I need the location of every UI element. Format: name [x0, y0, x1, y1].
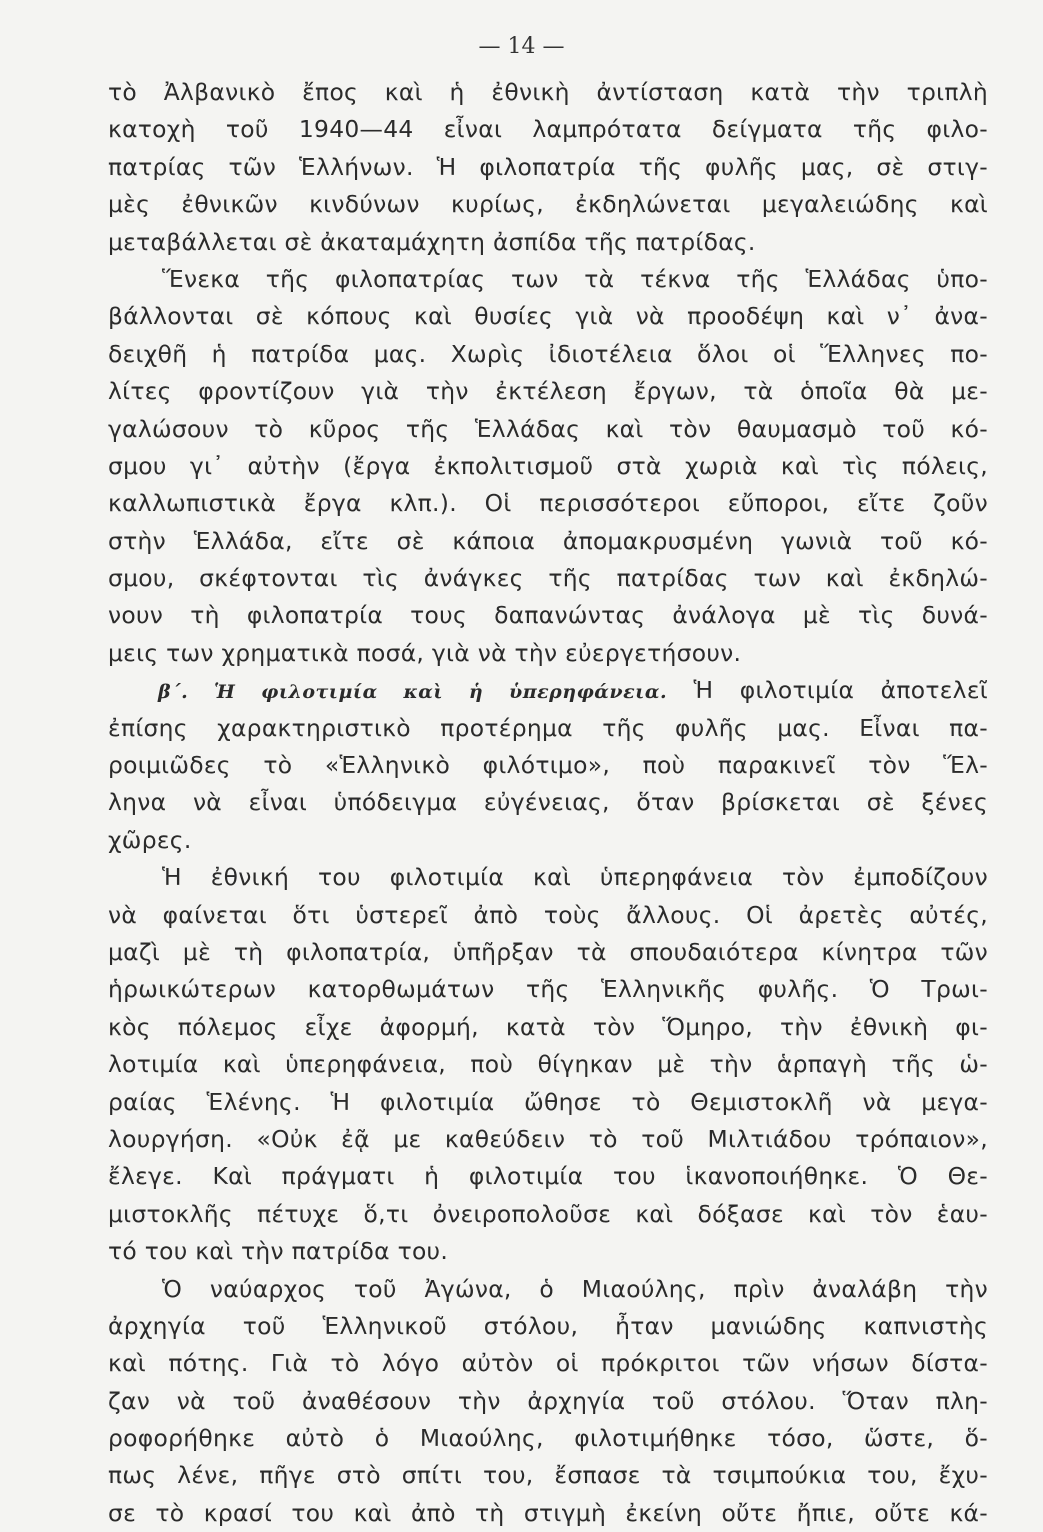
text-line: κὸς πόλεμος εἶχε ἀφορμή, κατὰ τὸν Ὅμηρο, τὴν ἐθνικὴ φι- [108, 1012, 988, 1041]
text-line: σμου γι᾽ αὐτὴν (ἔργα ἐκπολιτισμοῦ στὰ χωριὰ καὶ τὶς πόλεις, [108, 451, 988, 480]
text-line: ἔλεγε. Καὶ πράγματι ἡ φιλοτιμία του ἱκανοποιήθηκε. Ὁ Θε- [108, 1162, 988, 1191]
text-line: καὶ πότης. Γιὰ τὸ λόγο αὐτὸν οἱ πρόκριτοι τῶν νήσων δίστα- [108, 1349, 988, 1378]
text-line: ραίας Ἑλένης. Ἡ φιλοτιμία ὤθησε τὸ Θεμιστοκλῆ νὰ μεγα- [108, 1087, 988, 1116]
text-line: πως λένε, πῆγε στὸ σπίτι του, ἔσπασε τὰ τσιμπούκια του, ἔχυ- [108, 1461, 988, 1490]
text-line: γαλώσουν τὸ κῦρος τῆς Ἑλλάδας καὶ τὸν θαυμασμὸ τοῦ κό- [108, 414, 988, 443]
text-line: μιστοκλῆς πέτυχε ὅ,τι ὀνειροπολοῦσε καὶ δόξασε καὶ τὸν ἑαυ- [108, 1199, 988, 1228]
text-line: ἐπίσης χαρακτηριστικὸ προτέρημα τῆς φυλῆς μας. Εἶναι πα- [108, 713, 988, 742]
text-line: μὲς ἐθνικῶν κινδύνων κυρίως, ἐκδηλώνεται μεγαλειώδης καὶ [108, 190, 988, 219]
text-line: Ἕνεκα τῆς φιλοπατρίας των τὰ τέκνα τῆς Ἑλλάδας ὑπο- [162, 264, 988, 293]
text-line: ἀρχηγία τοῦ Ἑλληνικοῦ στόλου, ἦταν μανιώδης καπνιστὴς [108, 1311, 988, 1340]
text-line: καλλωπιστικὰ ἔργα κλπ.). Οἱ περισσότεροι εὔποροι, εἴτε ζοῦν [108, 489, 988, 518]
text-line: νουν τὴ φιλοπατρία τους δαπανώντας ἀνάλογα μὲ τὶς δυνά- [108, 601, 988, 630]
page-number: — 14 — [478, 34, 565, 59]
text-line: Ὁ ναύαρχος τοῦ Ἀγώνα, ὁ Μιαούλης, πρὶν ἀναλάβη τὴν [162, 1274, 988, 1303]
text-line: δειχθῆ ἡ πατρίδα μας. Χωρὶς ἰδιοτέλεια ὅλοι οἱ Ἕλληνες πο- [108, 339, 988, 368]
text-line: νὰ φαίνεται ὅτι ὑστερεῖ ἀπὸ τοὺς ἄλλους. Οἱ ἀρετὲς αὐτές, [108, 900, 988, 929]
text-line: μαζὶ μὲ τὴ φιλοπατρία, ὑπῆρξαν τὰ σπουδαιότερα κίνητρα τῶν [108, 937, 988, 966]
text-line: Ἡ ἐθνική του φιλοτιμία καὶ ὑπερηφάνεια τὸν ἐμποδίζουν [162, 863, 988, 892]
section-heading: β΄. Ἡ φιλοτιμία καὶ ἡ ὑπερηφάνεια. [158, 681, 668, 704]
section-heading-rest: Ἡ φιλοτιμία ἀποτελεῖ [693, 676, 988, 705]
text-line: τό του καὶ τὴν πατρίδα του. [108, 1237, 449, 1266]
text-body [108, 74, 988, 1532]
text-line: σμου, σκέφτονται τὶς ἀνάγκες τῆς πατρίδας των καὶ ἐκδηλώ- [108, 564, 988, 593]
text-line: ζαν νὰ τοῦ ἀναθέσουν τὴν ἀρχηγία τοῦ στόλου. Ὅταν πλη- [108, 1386, 988, 1415]
section-heading-line [108, 672, 988, 709]
text-line: ροιμιῶδες τὸ «Ἑλληνικὸ φιλότιμο», ποὺ παρακινεῖ τὸν Ἕλ- [108, 751, 988, 780]
text-line: τὸ Ἀλβανικὸ ἔπος καὶ ἡ ἐθνικὴ ἀντίσταση κατὰ τὴν τριπλὴ [108, 78, 988, 106]
text-line: λοτιμία καὶ ὑπερηφάνεια, ποὺ θίγηκαν μὲ τὴν ἁρπαγὴ τῆς ὡ- [108, 1050, 988, 1079]
text-line: βάλλονται σὲ κόπους καὶ θυσίες γιὰ νὰ προοδέψη καὶ ν᾽ ἀνα- [108, 302, 988, 331]
text-line: ἡρωικώτερων κατορθωμάτων τῆς Ἑλληνικῆς φυλῆς. Ὁ Τρωι- [108, 975, 988, 1004]
text-line: λίτες φροντίζουν γιὰ τὴν ἐκτέλεση ἔργων, τὰ ὁποῖα θὰ με- [108, 377, 988, 406]
text-line: λουργήση. «Οὐκ ἐᾷ με καθεύδειν τὸ τοῦ Μιλτιάδου τρόπαιον», [108, 1124, 988, 1153]
text-line: πατρίας τῶν Ἑλλήνων. Ἡ φιλοπατρία τῆς φυλῆς μας, σὲ στιγ- [108, 152, 988, 181]
text-line: ληνα νὰ εἶναι ὑπόδειγμα εὐγένειας, ὅταν βρίσκεται σὲ ξένες [108, 788, 988, 817]
text-line: στὴν Ἑλλάδα, εἴτε σὲ κάποια ἀπομακρυσμένη γωνιὰ τοῦ κό- [108, 526, 988, 555]
text-line: σε τὸ κρασί του καὶ ἀπὸ τὴ στιγμὴ ἐκείνη οὔτε ἤπιε, οὔτε κά- [108, 1498, 988, 1527]
text-line: χῶρες. [108, 825, 192, 854]
text-line: μεις των χρηματικὰ ποσά, γιὰ νὰ τὴν εὐεργετήσουν. [108, 638, 742, 667]
text-line: κατοχὴ τοῦ 1940—44 εἶναι λαμπρότατα δείγματα τῆς φιλο- [108, 115, 988, 144]
text-line: ροφορήθηκε αὐτὸ ὁ Μιαούλης, φιλοτιμήθηκε τόσο, ὥστε, ὅ- [108, 1424, 988, 1453]
text-line: μεταβάλλεται σὲ ἀκαταμάχητη ἀσπίδα τῆς πατρίδας. [108, 227, 756, 256]
